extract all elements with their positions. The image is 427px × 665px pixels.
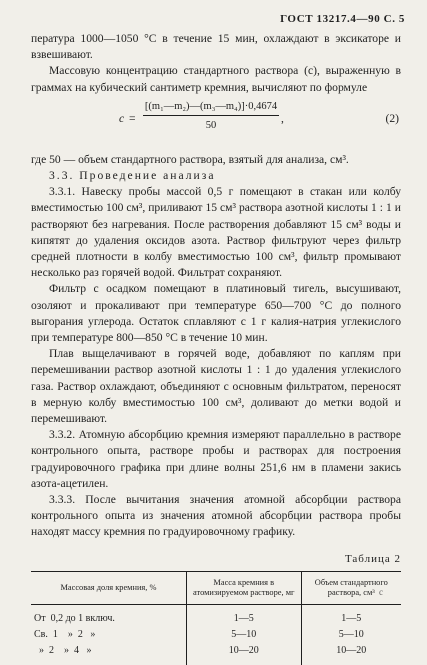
table-cell: 5—10	[301, 627, 401, 643]
header-solution-volume: Объем стандартного раствора, см³	[301, 571, 401, 604]
paragraph-where: где 50 — объем стандартного раствора, взятый для анализа, см³.	[31, 152, 349, 166]
formula-number: (2)	[385, 111, 399, 125]
header-mass-fraction: Массовая доля кремния, %	[31, 571, 186, 604]
formula-lhs: c	[119, 111, 125, 125]
formula-numerator: [(m₁—m₂)—(m₃—m₄)]·0,4674	[143, 100, 279, 116]
paragraph-3-3-3: 3.3.3. После вычитания значения атомной абсорбции раствора контрольного опыта из значения атомной абсорбции раствора пробы находят массу кремния по градуировочному графику.	[31, 493, 401, 539]
formula-denominator: 50	[205, 119, 217, 131]
paragraph-continuation: пература 1000—1050 °С в течение 15 мин, охлаждают в эксикаторе и взвешивают.	[31, 32, 401, 62]
section-title: 3.3. Проведение анализа	[49, 169, 216, 183]
table-cell: 1—5	[301, 604, 401, 627]
formula-2	[31, 100, 401, 150]
formula-comma: ,	[281, 111, 284, 125]
page-header: ГОСТ 13217.4—90 С. 5	[280, 13, 405, 25]
table-cell: Св. 1 » 2 »	[34, 628, 96, 640]
header-silicon-mass: Масса кремния в атомизируемом растворе, мг	[186, 571, 301, 604]
corner-mark: с	[379, 587, 383, 597]
table-row	[31, 627, 401, 643]
table-cell: 10—20	[301, 643, 401, 665]
table-2	[31, 571, 401, 665]
table-title: Таблица 2	[344, 552, 401, 565]
table-header-row	[31, 571, 401, 604]
table-cell: 1—5	[186, 604, 301, 627]
paragraph-melt: Плав выщелачивают в горячей воде, добавляют по каплям при перемешивании раствор азотной кислоты 1 : 1 до удаления углекислого газа. Раствор охлаждают, объединяют с основным фильтратом, переносят в мерную колбу вместимостью 100 см³, доливают до метки водой и перемешивают.	[31, 347, 401, 426]
table-cell: » 2 » 4 »	[34, 644, 92, 656]
paragraph-filter: Фильтр с осадком помещают в платиновый тигель, высушивают, озоляют и прокаливают при температуре 650—700 °С до полного выгорания углерода. Остаток сплавляют с 1 г калия-натрия углекислого при температуре 800—850 °С в течение 10 мин.	[31, 282, 401, 345]
paragraph-3-3-2: 3.3.2. Атомную абсорбцию кремния измеряют параллельно в растворе контрольного опыта, растворе пробы и растворах для построения градуировочного графика при длине волны 251,6 нм в пламени закись азота-ацетилен.	[31, 428, 401, 490]
document-body	[31, 31, 401, 665]
table-cell: От 0,2 до 1 включ.	[34, 612, 115, 624]
table-row	[31, 604, 401, 627]
table-row	[31, 643, 401, 665]
paragraph-concentration: Массовую концентрацию стандартного раствора (c), выраженную в граммах на кубический сантиметр кремния, вычисляют по формуле	[31, 64, 401, 94]
formula-equals: =	[129, 111, 136, 125]
paragraph-3-3-1: 3.3.1. Навеску пробы массой 0,5 г помещают в стакан или колбу вместимостью 100 см³, приливают 15 см³ раствора азотной кислоты 1 : 1 и растворяют без нагревания. После растворения добавляют 15 см³ воды и кипятят до удаления оксидов азота. Раствор фильтруют через фильтр средней плотности в колбу вместимостью 100 см³, фильтр промывают несколько раз горячей водой. Фильтрат сохраняют.	[31, 185, 401, 280]
table-cell: 5—10	[186, 627, 301, 643]
table-cell: 10—20	[186, 643, 301, 665]
